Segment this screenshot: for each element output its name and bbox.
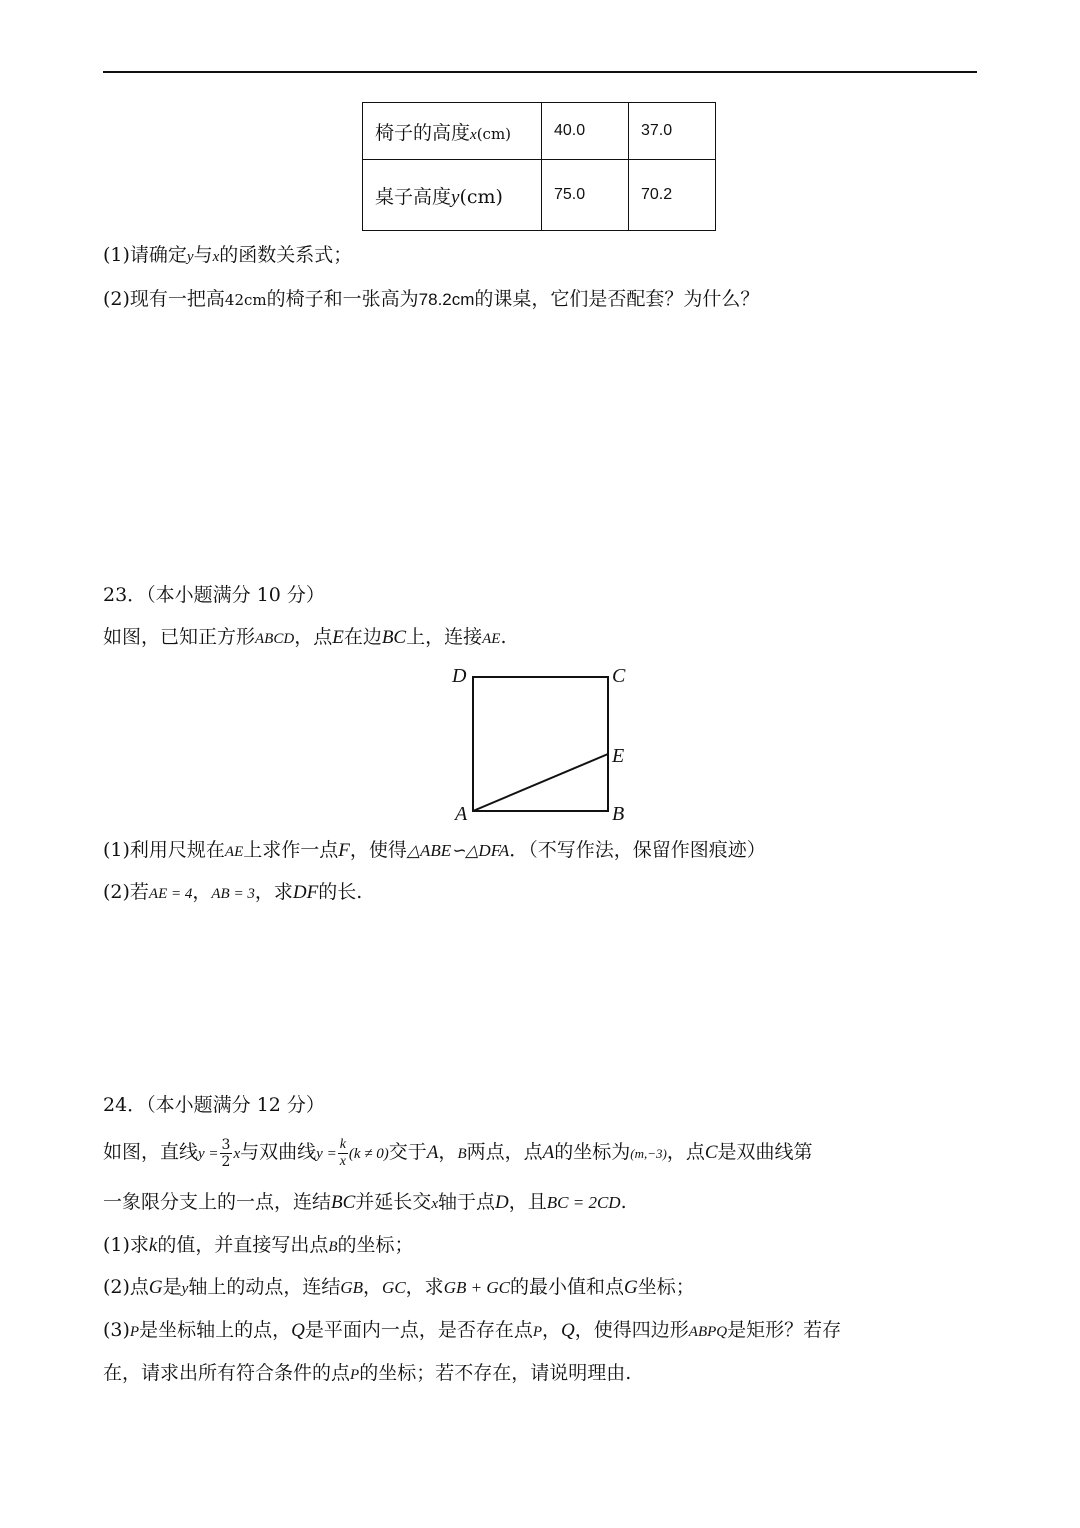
q24-line2: 一象限分支上的一点，连结BC并延长交x轴于点D，且BC = 2CD. bbox=[103, 1191, 627, 1213]
label-b: B bbox=[612, 803, 625, 825]
label-a: A bbox=[455, 803, 468, 825]
label-d: D bbox=[452, 665, 467, 687]
label-e: E bbox=[612, 745, 625, 767]
height-table bbox=[362, 102, 716, 231]
table-cell: 40.0 bbox=[542, 103, 629, 160]
q24-line4: (2)点G是y轴上的动点，连结GB，GC，求GB + GC的最小值和点G坐标； bbox=[103, 1276, 695, 1298]
q24-line3: (1)求k的值，并直接写出点B的坐标； bbox=[103, 1234, 414, 1256]
table-cell: 37.0 bbox=[629, 103, 716, 160]
square-abcd bbox=[473, 677, 608, 811]
table-cell: 75.0 bbox=[542, 160, 629, 231]
q24-line6: 在，请求出所有符合条件的点P的坐标；若不存在，请说明理由. bbox=[103, 1362, 632, 1384]
q24-line5: (3)P是坐标轴上的点，Q是平面内一点，是否存在点P，Q，使得四边形ABPQ是矩形？若存 bbox=[103, 1319, 842, 1341]
q24-line1: 如图，直线y = $\frac{3}{2}$ x与双曲线y = $\frac{k}{x}$ (k ≠ 0)交于A，B两点，点A的坐标为(m,−3)，点C是双曲线第 bbox=[103, 1136, 813, 1170]
table-row bbox=[363, 160, 716, 231]
fraction-3-2: $\frac{3}{2}$ bbox=[221, 1136, 231, 1170]
q24-header: 24．（本小题满分 12 分） bbox=[103, 1094, 325, 1116]
q23-header: 23．（本小题满分 10 分） bbox=[103, 584, 325, 606]
square-figure bbox=[440, 660, 660, 830]
table-row bbox=[363, 103, 716, 160]
q23-part1: (1)利用尺规在AE上求作一点F，使得△ABE∽△DFA．（不写作法，保留作图痕迹） bbox=[103, 839, 766, 861]
q23-intro: 如图，已知正方形ABCD，点E在边BC上，连接AE. bbox=[103, 626, 507, 648]
table-label-chair: 椅子的高度x(cm) bbox=[363, 103, 542, 160]
table-cell: 70.2 bbox=[629, 160, 716, 231]
q23-part2: (2)若AE = 4，AB = 3，求DF的长. bbox=[103, 881, 363, 903]
q22-part1: (1)请确定y与x的函数关系式； bbox=[103, 244, 353, 266]
table-label-desk: 桌子高度y(cm) bbox=[363, 160, 542, 231]
fraction-k-x: $\frac{k}{x}$ bbox=[339, 1136, 346, 1169]
label-c: C bbox=[612, 665, 626, 687]
q22-part2: (2)现有一把高42cm的椅子和一张高为78.2cm的课桌，它们是否配套？为什么？ bbox=[103, 288, 760, 310]
segment-ae bbox=[473, 754, 608, 811]
header-rule bbox=[103, 71, 977, 73]
